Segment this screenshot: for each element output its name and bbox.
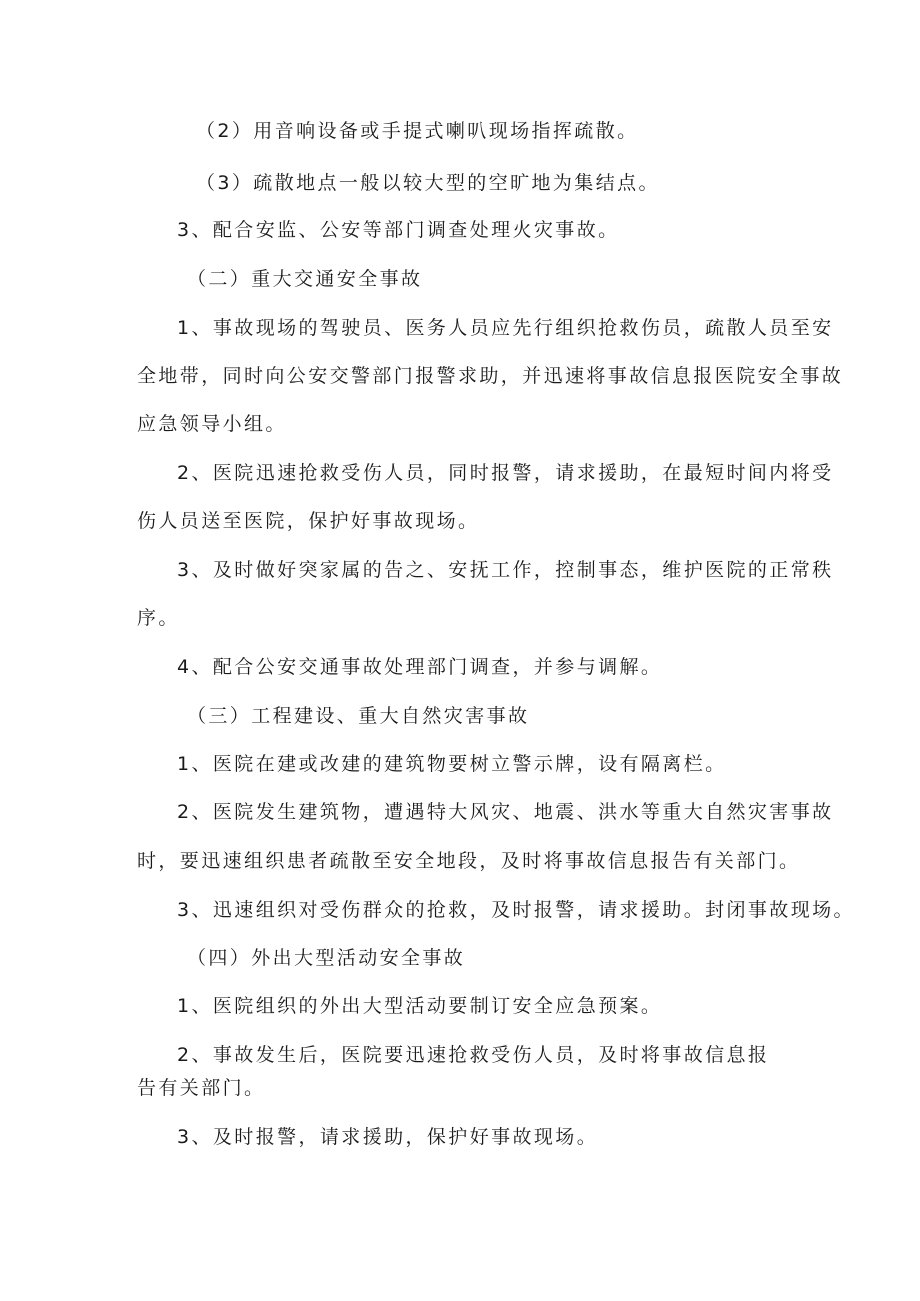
paragraph-line: 全地带，同时向公安交警部门报警求助，并迅速将事故信息报医院安全事故	[137, 365, 844, 387]
section-heading: （二）重大交通安全事故	[187, 268, 423, 290]
paragraph-line: 2、事故发生后，医院要迅速抢救受伤人员，及时将事故信息报	[177, 1044, 770, 1066]
section-heading: （三）工程建设、重大自然灾害事故	[187, 705, 530, 727]
paragraph-line: 4、配合公安交通事故处理部门调查，并参与调解。	[177, 656, 663, 678]
paragraph-line: 3、迅速组织对受伤群众的抢救，及时报警，请求援助。封闭事故现场。	[177, 899, 855, 921]
paragraph-line: 应急领导小组。	[137, 413, 287, 435]
paragraph-line: 告有关部门。	[137, 1077, 266, 1099]
paragraph-line: 1、医院组织的外出大型活动要制订安全应急预案。	[177, 995, 663, 1017]
paragraph-line: （2）用音响设备或手提式喇叭现场指挥疏散。	[196, 120, 639, 142]
paragraph-line: 伤人员送至医院，保护好事故现场。	[137, 510, 480, 532]
paragraph-line: 1、医院在建或改建的建筑物要树立警示牌，设有隔离栏。	[177, 753, 727, 775]
section-heading: （四）外出大型活动安全事故	[187, 947, 466, 969]
paragraph-line: （3）疏散地点一般以较大型的空旷地为集结点。	[196, 172, 660, 194]
paragraph-line: 时，要迅速组织患者疏散至安全地段，及时将事故信息报告有关部门。	[137, 850, 801, 872]
paragraph-line: 1、事故现场的驾驶员、医务人员应先行组织抢救伤员，疏散人员至安	[177, 317, 834, 339]
paragraph-line: 序。	[137, 607, 180, 629]
paragraph-line: 2、医院发生建筑物，遭遇特大风灾、地震、洪水等重大自然灾害事故	[177, 801, 834, 823]
paragraph-line: 3、及时报警，请求援助，保护好事故现场。	[177, 1126, 599, 1148]
paragraph-line: 3、及时做好突家属的告之、安抚工作，控制事态，维护医院的正常秩	[177, 559, 834, 581]
paragraph-line: 2、医院迅速抢救受伤人员，同时报警，请求援助，在最短时间内将受	[177, 462, 834, 484]
paragraph-line: 3、配合安监、公安等部门调查处理火灾事故。	[177, 219, 620, 241]
